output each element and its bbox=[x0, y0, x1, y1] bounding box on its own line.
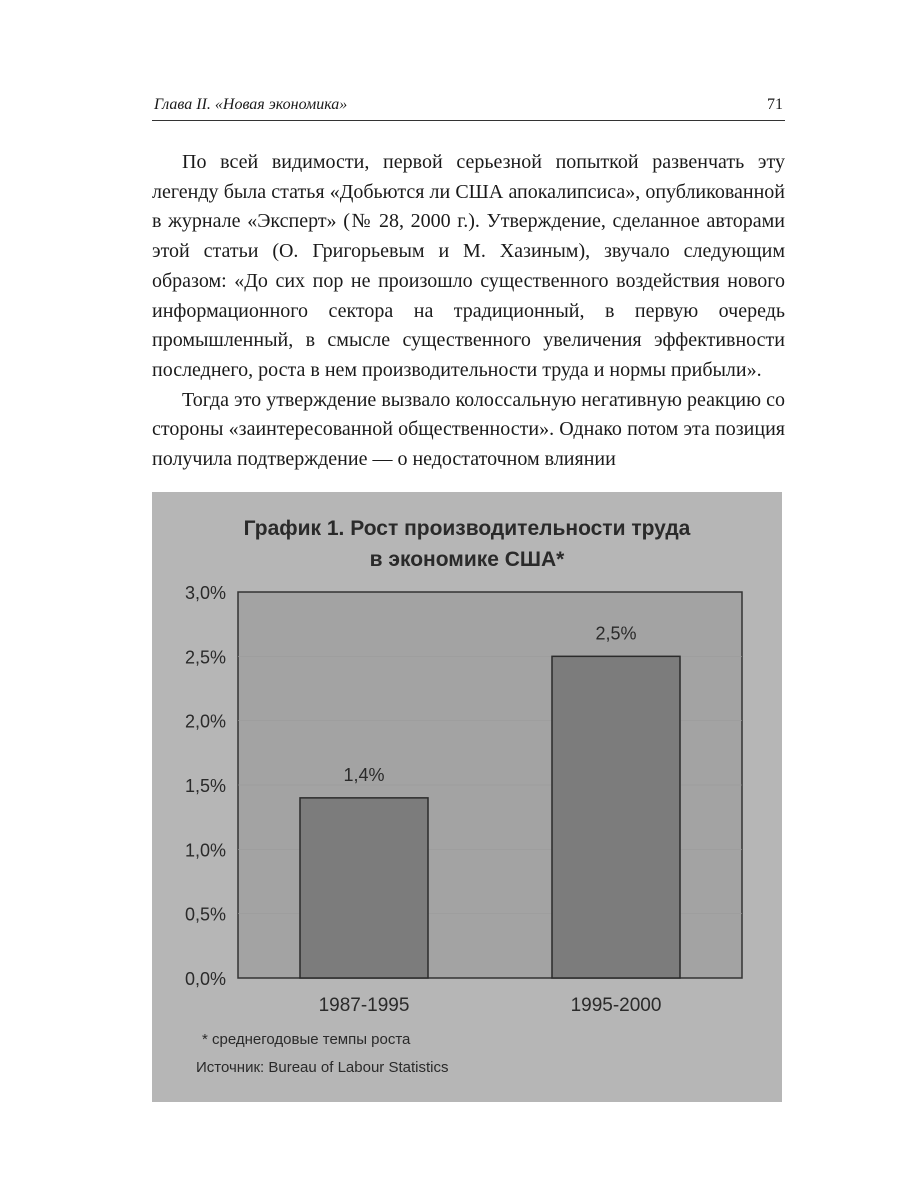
bar bbox=[552, 656, 680, 978]
productivity-chart bbox=[152, 492, 782, 1102]
running-header bbox=[152, 94, 785, 121]
chart-figure bbox=[152, 492, 782, 1102]
y-tick-label: 2,0% bbox=[184, 711, 226, 732]
bar-value-label: 2,5% bbox=[595, 623, 637, 644]
y-tick-label: 1,5% bbox=[184, 776, 226, 796]
y-tick-label: 0,0% bbox=[184, 969, 226, 989]
chart-source: Источник: Bureau of Labour Statistics bbox=[196, 1059, 449, 1076]
chapter-title: Глава II. «Новая экономика» bbox=[154, 96, 348, 113]
body-text bbox=[152, 148, 785, 475]
y-tick-label: 3,0% bbox=[184, 583, 226, 603]
y-tick-label: 2,5% bbox=[184, 647, 226, 668]
bar bbox=[300, 798, 428, 978]
chart-title-line1: График 1. Рост производительности труда bbox=[243, 517, 691, 540]
paragraph: По всей видимости, первой серьезной попыткой развенчать эту легенду была статья «Добьются ли США апокалипсиса», опубликованной в журнале «Эксперт» (№ 28, 2000 г.). Утверждение, сделанное авторами этой статьи (О. Григорьевым и М. Хазиным), звучало следующим образом: «До сих пор не произошло существенного воздействия нового информационного сектора на традиционный, в первую очередь промышленный, в смысле существенного увеличения эффективности последнего, роста в нем производительности труда и нормы прибыли». bbox=[152, 151, 785, 381]
paragraph: Тогда это утверждение вызвало колоссальную негативную реакцию со стороны «заинтересованной общественности». Однако потом эта позиция получила подтверждение — о недостаточном влиянии bbox=[152, 388, 785, 471]
page-number: 71 bbox=[767, 96, 783, 113]
chart-footnote: * среднегодовые темпы роста bbox=[202, 1031, 411, 1048]
x-category-label: 1995-2000 bbox=[570, 995, 662, 1016]
y-tick-label: 1,0% bbox=[184, 840, 226, 861]
bar-value-label: 1,4% bbox=[343, 764, 385, 785]
x-category-label: 1987-1995 bbox=[318, 995, 410, 1016]
chart-title-line2: в экономике США* bbox=[369, 548, 565, 571]
y-tick-label: 0,5% bbox=[184, 904, 226, 925]
